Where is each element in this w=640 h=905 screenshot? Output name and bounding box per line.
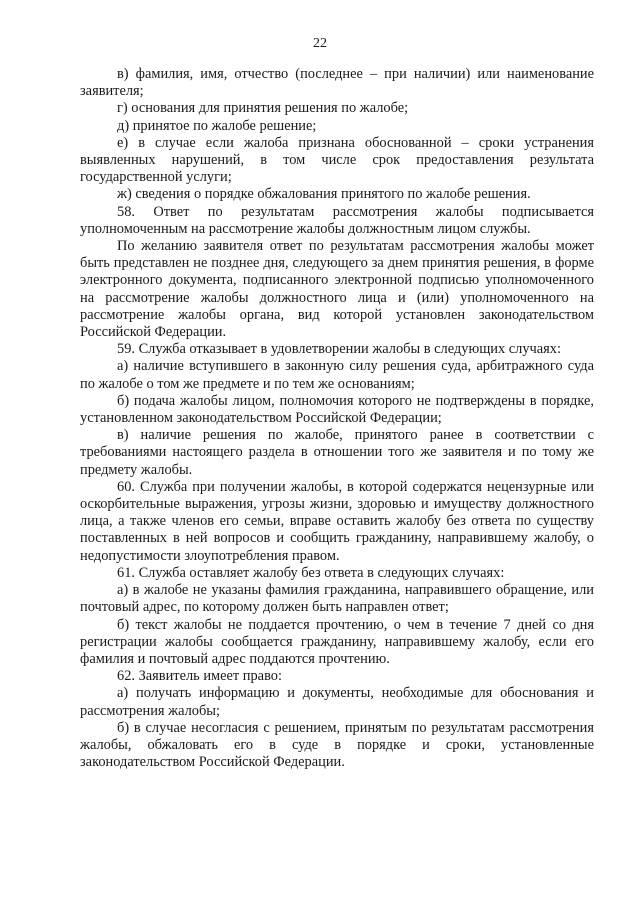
paragraph: б) текст жалобы не поддается прочтению, о чем в течение 7 дней со дня регистрации жалобы сообщается гражданину, направившему жалобу, если его фамилия и почтовый адрес поддаются прочтению. <box>80 616 594 667</box>
paragraph: а) наличие вступившего в законную силу решения суда, арбитражного суда по жалобе о том же предмете и по тем же основаниям; <box>80 358 594 392</box>
paragraph: ж) сведения о порядке обжалования принятого по жалобе решения. <box>117 186 531 203</box>
paragraph: в) фамилия, имя, отчество (последнее – при наличии) или наименование заявителя; <box>80 66 594 100</box>
paragraph: е) в случае если жалоба признана обоснованной – сроки устранения выявленных нарушений, в том числе срок предоставления результата государственной услуги; <box>80 134 594 186</box>
paragraph: д) принятое по жалобе решение; <box>117 117 317 134</box>
paragraph: а) в жалобе не указаны фамилия гражданина, направившего обращение, или почтовый адрес, по которому должен быть направлен ответ; <box>80 582 594 616</box>
paragraph: б) в случае несогласия с решением, принятым по результатам рассмотрения жалобы, обжаловать его в суде в порядке и сроки, установленные законодательством Российской Федерации. <box>80 719 594 771</box>
paragraph: г) основания для принятия решения по жалобе; <box>117 100 409 117</box>
paragraph: 61. Служба оставляет жалобу без ответа в следующих случаях: <box>117 564 505 581</box>
page-number: 22 <box>313 36 327 51</box>
paragraph: б) подача жалобы лицом, полномочия которого не подтверждены в порядке, установленном законодательством Российской Федерации; <box>80 392 594 427</box>
paragraph: 60. Служба при получении жалобы, в которой содержатся нецензурные или оскорбительные выражения, угрозы жизни, здоровью и имуществу должностного лица, а также членов его семьи, вправе оставить жалобу без ответа по существу поставленных в ней вопросов и сообщить гражданину, направившему жалобу, о недопустимости злоупотребления правом. <box>80 478 594 564</box>
paragraph: По желанию заявителя ответ по результатам рассмотрения жалобы может быть представлен не позднее дня, следующего за днем принятия решения, в форме электронного документа, подписанного электронной подписью уполномоченного на рассмотрение жалобы должностного лица и (или) уполномоченного на рассмотрение жалобы органа, вид которой установлен законодательством Российской Федерации. <box>80 238 594 341</box>
paragraph: 59. Служба отказывает в удовлетворении жалобы в следующих случаях: <box>117 341 561 358</box>
paragraph: 58. Ответ по результатам рассмотрения жалобы подписывается уполномоченным на рассмотрение жалобы должностным лицом службы. <box>80 203 594 237</box>
paragraph: 62. Заявитель имеет право: <box>117 668 282 685</box>
paragraph: а) получать информацию и документы, необходимые для обоснования и рассмотрения жалобы; <box>80 685 594 719</box>
document-body <box>80 66 594 771</box>
paragraph: в) наличие решения по жалобе, принятого ранее в соответствии с требованиями настоящего раздела в отношении того же заявителя и по тому же предмету жалобы. <box>80 427 594 478</box>
